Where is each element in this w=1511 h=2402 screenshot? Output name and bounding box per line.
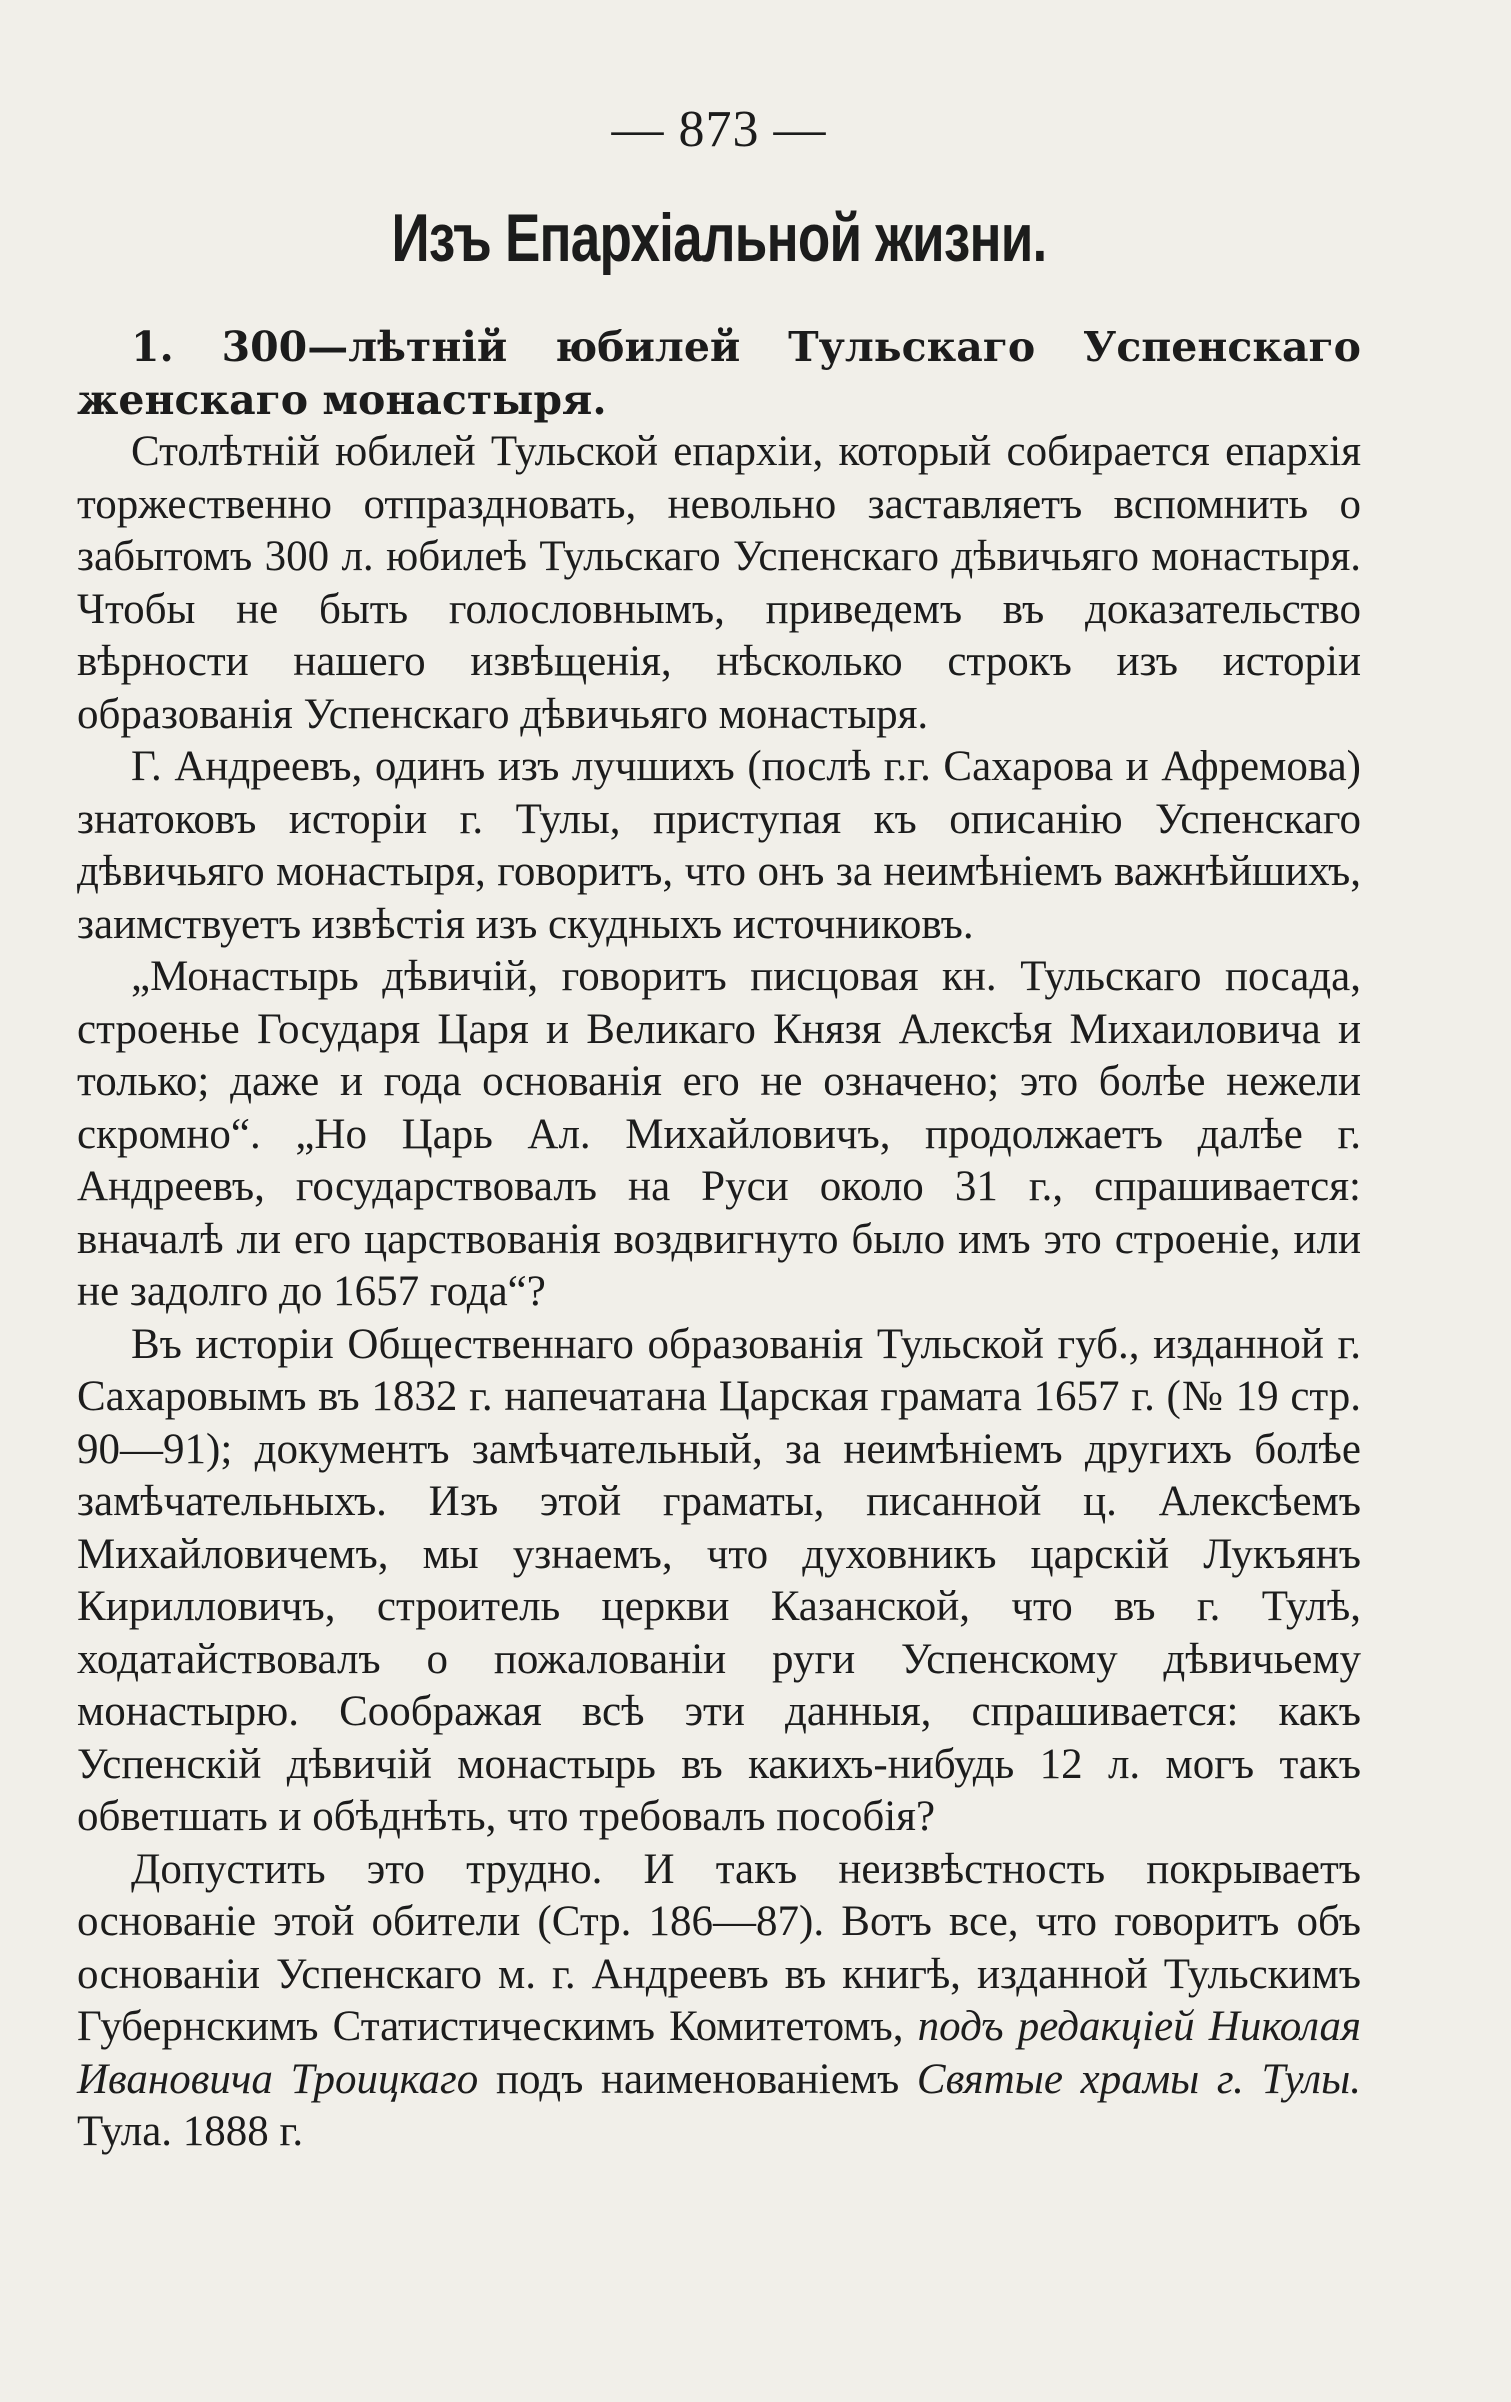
page-heading: Изъ Епархіальной жизни. (391, 200, 1047, 276)
book-title-italic: Святые храмы г. Тулы. (916, 2055, 1361, 2103)
paragraph-5-text-2: подъ наименованіемъ (478, 2055, 917, 2103)
paragraph-5-text-1: Допустить это трудно. И такъ неизвѣстность покрываетъ основаніе этой обители (Стр. 186—87). Вотъ все, что говоритъ объ основаніи Успенскаго м. г. Андреевъ въ книгѣ, изданной Тульскимъ Губернскимъ Статистическимъ Комитетомъ, (77, 1845, 1361, 2050)
page-number: — 873 — (611, 101, 827, 158)
section-title: 1. 300—лѣтній юбилей Тульскаго Успенскаго женскаго монастыря. (77, 323, 1361, 424)
editor-italic: подъ редакціей Николая Ивановича Троицкаго (77, 2003, 1362, 2103)
paragraph-1: Столѣтній юбилей Тульской епархіи, который собирается епархія торжественно отпраздновать, невольно заставляетъ вспомнить о забытомъ 300 л. юбилеѣ Тульскаго Успенскаго дѣвичьяго монастыря. Чтобы не быть голословнымъ, приведемъ въ доказательство вѣрности нашего извѣщенія, нѣсколько строкъ изъ исторіи образованія Успенскаго дѣвичьяго монастыря. (77, 428, 1361, 738)
article-body (77, 321, 1361, 2159)
paragraph-3: „Монастырь дѣвичій, говоритъ писцовая кн. Тульскаго посада, строенье Государя Царя и Великаго Князя Алексѣя Михаиловича и только; даже и года основанія его не означено; это болѣе нежели скромно“. „Но Царь Ал. Михайловичъ, продолжаетъ далѣе г. Андреевъ, государствовалъ на Руси около 31 г., спрашивается: вначалѣ ли его царствованія воздвигнуто было имъ это строеніе, или не задолго до 1657 года“? (77, 953, 1361, 1315)
paragraph-5-text-3: Тула. 1888 г. (77, 2108, 304, 2155)
paragraph-4: Въ исторіи Общественнаго образованія Тульской губ., изданной г. Сахаровымъ въ 1832 г. напечатана Царская грамата 1657 г. (№ 19 стр. 90—91); документъ замѣчательный, за неимѣніемъ другихъ болѣе замѣчательныхъ. Изъ этой граматы, писанной ц. Алексѣемъ Михайловичемъ, мы узнаемъ, что духовникъ царскій Лукъянъ Кирилловичъ, строитель церкви Казанской, что въ г. Тулѣ, ходатайствовалъ о пожалованіи руги Успенскому дѣвичьему монастырю. Соображая всѣ эти данныя, спрашивается: какъ Успенскій дѣвичій монастырь въ какихъ-нибудь 12 л. могъ такъ обветшать и обѣднѣть, что требовалъ пособія? (77, 1320, 1361, 1840)
paragraph-5 (77, 1844, 1361, 2159)
paragraph-2: Г. Андреевъ, одинъ изъ лучшихъ (послѣ г.г. Сахарова и Афремова) знатоковъ исторіи г. Тулы, приступая къ описанію Успенскаго дѣвичьяго монастыря, говоритъ, что онъ за неимѣніемъ важнѣйшихъ, заимствуетъ извѣстія изъ скудныхъ источниковъ. (77, 743, 1361, 948)
